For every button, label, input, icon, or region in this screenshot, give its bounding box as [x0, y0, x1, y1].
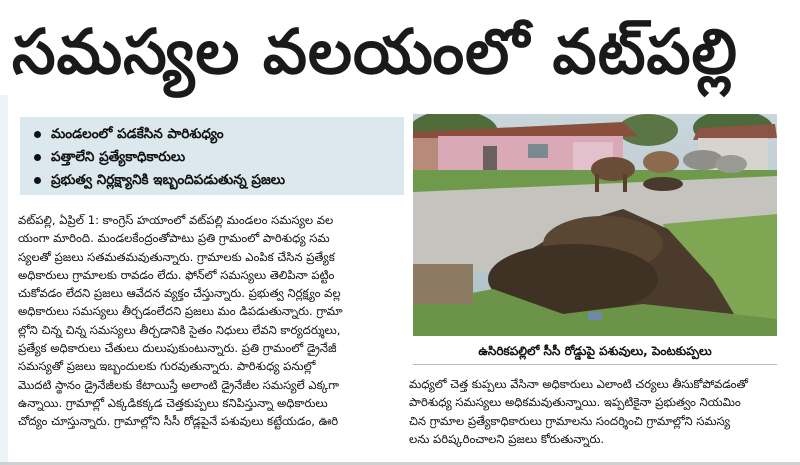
highlight-text: పత్తాలేని ప్రత్యేకాధికారులు — [51, 149, 186, 165]
village-road-cattle-image — [413, 114, 777, 336]
body-line: యంగా మారింది. మండలకేంద్రంతోపాటు ప్రతి గ్రామంలో పారిశుధ్య సమ — [18, 231, 330, 246]
article-body-left — [18, 211, 408, 431]
body-line: చోద్యం చూస్తున్నారు. గ్రామాల్లోని సీసీ రోడ్లపైనే పశువులు కట్టేయడం, ఊరి — [18, 414, 339, 429]
body-line: పారిశుధ్య సమస్యలు అధికమవుతున్నాయి. ఇప్పటికైనా ప్రభుత్వం నియమిం — [409, 395, 741, 410]
body-line: చిన గ్రామాల ప్రత్యేకాధికారులు గ్రామాలను సందర్శించి గ్రామాల్లోని సమస్య — [409, 413, 730, 428]
bullet-icon — [34, 177, 41, 184]
page-title: సమస్యల వలయంలో వట్‌పల్లి — [12, 15, 738, 88]
body-line: ల్లోని చిన్న చిన్న సమస్యలు తీర్చడానికి సైతం నిధులు లేవని కార్యదర్శులు, — [18, 322, 341, 337]
body-line: మొదటి స్థానం డ్రైనేజీలకు కేటాయిస్తే అలాంటి డ్రైనేజీల సమస్యలే ఎక్కగా — [18, 377, 339, 392]
highlight-item — [34, 146, 404, 169]
body-line: చుకోవడం లేదని ప్రజలు ఆవేదన వ్యక్తం చేస్తున్నారు. ప్రభుత్వ నిర్లక్ష్యం వల్ల — [18, 286, 341, 301]
highlights-box — [20, 117, 404, 195]
body-line: ప్రత్యేక అధికారులు చేతులు దులుపుకుంటున్నారు. ప్రతి గ్రామంలో డ్రైనేజీ — [18, 341, 337, 356]
body-line: లను పరిష్కరించాలని ప్రజలు కోరుతున్నారు. — [409, 431, 605, 446]
news-photo — [413, 114, 777, 336]
bullet-icon — [34, 131, 41, 138]
highlight-item — [34, 123, 404, 146]
body-line: వట్‌పల్లి, ఏప్రిల్ 1: కాంగ్రెస్ హయాంలో వట్‌పల్లి మండలం సమస్యల వల — [18, 213, 334, 227]
body-line: అధికారులు సమస్యలు తీర్చడంలేదని ప్రజలు మం డిపడుతున్నారు. గ్రామా — [18, 304, 343, 319]
article-body-right — [409, 375, 777, 448]
highlight-text: ప్రభుత్వ నిర్లక్ష్యానికి ఇబ్బందిపడుతున్న ప్రజలు — [51, 172, 286, 188]
body-line: మధ్యలో చెత్త కుప్పలు వేసినా అధికారులు ఎలాంటి చర్యలు తీసుకోపోవడంతో — [409, 377, 748, 391]
body-line: అధికారులు గ్రామాలకు రావడం లేదు. ఫోన్‌లో సమస్యలు తెలిపినా పట్టిం — [18, 267, 335, 282]
body-line: ఉన్నాయి. గ్రామాల్లో ఎక్కడికక్కడ చెత్తకుప్పలు కనిపిస్తున్నా అధికారులు — [18, 395, 328, 410]
page-margin-strip — [0, 95, 8, 465]
bullet-icon — [34, 154, 41, 161]
body-line: స్యలతో ప్రజలు సతమతమవుతున్నారు. గ్రామాలకు ఎంపిక చేసిన ప్రత్యేక — [18, 249, 335, 264]
body-line: సమస్యతో ప్రజలు ఇబ్బందులకు గురవుతున్నారు. పారిశుధ్య పనుల్లో — [18, 359, 316, 374]
photo-caption: ఉసిరికపల్లిలో సీసీ రోడ్డుపై పశువులు, పెంటకుప్పలు — [413, 338, 777, 365]
highlight-item — [34, 169, 404, 192]
highlight-text: మండలంలో పడకేసిన పారిశుధ్యం — [51, 126, 224, 142]
